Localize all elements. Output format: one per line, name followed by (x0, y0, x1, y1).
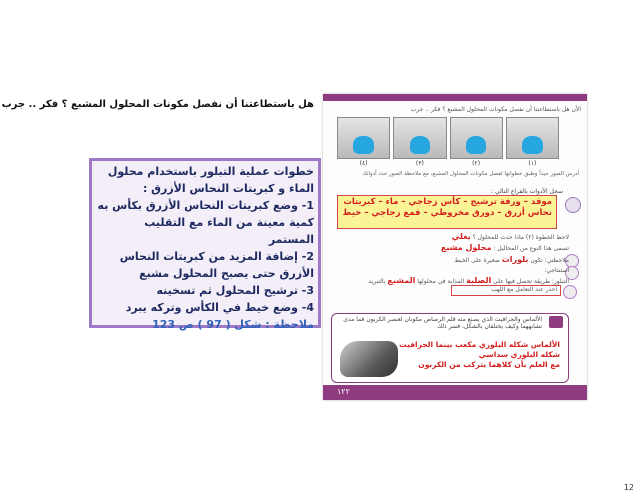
answer-text: بلورات (501, 255, 529, 264)
steps-box (89, 158, 321, 331)
photo-label: (١) (528, 160, 537, 167)
question-line (452, 232, 569, 241)
photo (506, 117, 559, 167)
beaker-solution (466, 136, 487, 154)
page-footer (323, 385, 587, 400)
slide-number: 12 (623, 483, 634, 492)
book-header: الأن هل باستطاعتنا أن نفصل مكونات المحلول المشبع ؟ فكر .. جرب (410, 106, 581, 113)
steps-note: ملاحظة : شكل ( 97 ) ص 123 (152, 318, 314, 331)
photo (393, 117, 446, 167)
line-text: لاحظ الخطوة (٢) ماذا حدث للمحلول ؟ (472, 234, 569, 241)
step-item: 4- وضع خيط في الكأس وتركه يبرد (125, 301, 314, 314)
beaker-solution (410, 136, 431, 154)
steps-title: خطوات عملية التبلور باستخدام محلول الماء و كبريتات النحاس الأزرق : (107, 165, 314, 195)
answer-text: المشبع (387, 276, 416, 285)
page-top-bar (323, 94, 587, 101)
house-icon (549, 316, 563, 328)
answer-text: يغلي (451, 232, 471, 241)
photo-label: (٢) (472, 160, 481, 167)
answer-line: الألماس شكله البلوري مكعب بينما الجرافيت شكله البلوري سداسي (399, 340, 560, 359)
photos-caption: أدرس الصور جيداً وطبق خطواتها لفصل مكونات المحلول المشبع، مع ملاحظة الصور حدد أدواتك (362, 171, 579, 177)
beaker-solution (353, 136, 374, 154)
conclusion-label: استنتاجي: (544, 267, 569, 274)
step-item: 3- ترشيح المحلول ثم تسخينه (156, 284, 314, 297)
photo (337, 117, 390, 167)
box-answer (395, 340, 560, 370)
photo (450, 117, 503, 167)
answer-text: محلول مشبع (440, 243, 492, 252)
answer-line: مع العلم بأن كلاهما يتركب من الكربون (418, 360, 560, 369)
step-item: 1- وضع كبريتات النحاس الأزرق بكأس به كمية معينة من الماء مع التقليب المستمر (97, 199, 314, 246)
line-text: صغيرة على الخيط (454, 257, 500, 264)
book-page (323, 94, 587, 400)
flask-icon (565, 197, 581, 213)
caution-box: احذر عند التعامل مع اللهب (451, 285, 561, 296)
tools-heading: سجل الأدوات بالفراغ التالي : (491, 188, 563, 195)
line-text: بالتبريد (368, 278, 386, 285)
tools-answer: موقد – ورقة ترشيح – كأس زجاجي – ماء – كبريتات نحاس أزرق – دورق مخروطي – قمع زجاجي – خيط (337, 195, 557, 229)
question-text: هل باستطاعتنا أن نفصل مكونات المحلول المشبع ؟ فكر .. جرب (1, 99, 314, 110)
warning-icon (563, 285, 577, 299)
mineral-image (340, 341, 398, 377)
line-text: تسمى هذا النوع من المحاليل : (493, 245, 569, 252)
observation-line (454, 255, 569, 264)
line-text: التبلور: طريقة نحصل فيها على (493, 278, 569, 285)
line-text: المذابة في محلولها (417, 278, 465, 285)
box-question: الألماس والجرافيت الذي يصنع منه قلم الرصاص مكونان لعنصر الكربون فما مدى تشابههما وكيف يختلفان بالشكل، فسر ذلك (343, 316, 542, 330)
question-line (441, 243, 569, 252)
line-text: ملاحظتي: تكون (530, 257, 569, 264)
answer-text: الصلبة (466, 276, 492, 285)
footer-page-number: ١٢٢ (337, 387, 350, 396)
photo-label: (٤) (359, 160, 368, 167)
beaker-solution (522, 136, 543, 154)
question-box (331, 313, 569, 383)
step-item: 2- إضافة المزيد من كبريتات النحاس الأزرق حتى يصبح المحلول مشبع (119, 250, 314, 280)
photo-label: (٣) (415, 160, 424, 167)
experiment-photos (337, 117, 559, 167)
definition-line (368, 276, 569, 285)
